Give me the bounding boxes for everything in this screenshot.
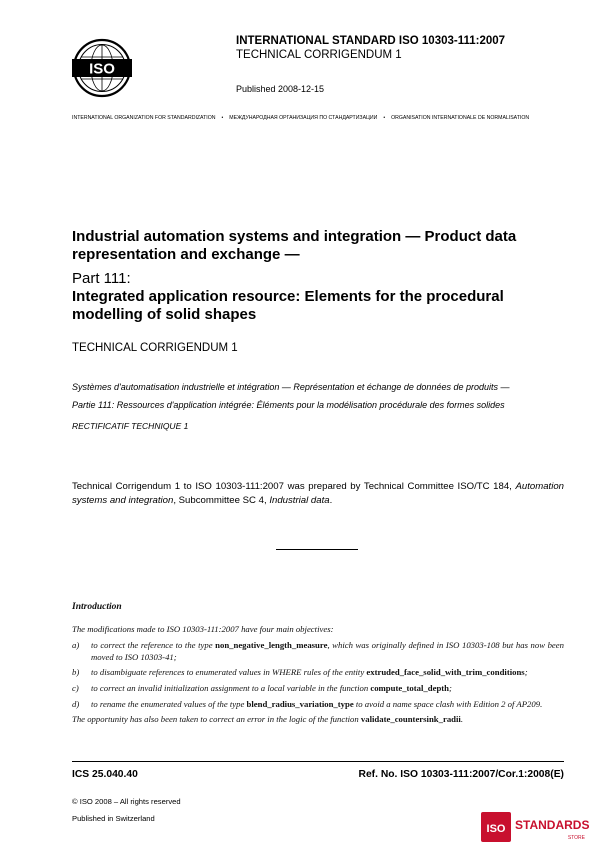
intro-heading: Introduction	[72, 602, 122, 612]
list-item: a) to correct the reference to the type non_negative_length_measure, which was originally defined in ISO 10303-108 but has now been moved to ISO 10303-41;	[72, 640, 564, 662]
part-title: Integrated application resource: Elements for the procedural modelling of solid shapes	[72, 288, 504, 323]
reference-number: Ref. No. ISO 10303-111:2007/Cor.1:2008(E)	[358, 769, 564, 780]
list-item: c) to correct an invalid initialization assignment to a local variable in the function compute_total_depth;	[72, 682, 452, 693]
introduction-section	[72, 602, 564, 726]
corrigendum-label: TECHNICAL CORRIGENDUM 1	[236, 49, 402, 61]
tc-label: TECHNICAL CORRIGENDUM 1	[72, 342, 238, 354]
intro-lead: The modifications made to ISO 10303-111:2007 have four main objectives:	[72, 623, 334, 634]
ics-code: ICS 25.040.40	[72, 769, 138, 780]
document-title: Industrial automation systems and integration — Product data representation and exchange —	[72, 228, 517, 263]
intro-closing: The opportunity has also been taken to correct an error in the logic of the function validate_countersink_radii.	[72, 714, 463, 725]
objectives-list	[72, 640, 564, 710]
svg-text:STANDARDS: STANDARDS	[515, 818, 590, 832]
org-english: INTERNATIONAL ORGANIZATION FOR STANDARDIZATION	[72, 115, 216, 121]
copyright: © ISO 2008 – All rights reserved	[72, 797, 181, 806]
preparation-statement: Technical Corrigendum 1 to ISO 10303-111:2007 was prepared by Technical Committee ISO/TC 184, Automation systems and integration, Subcommittee SC 4, Industrial data.	[72, 481, 564, 506]
svg-text:ISO: ISO	[89, 60, 115, 78]
separator-rule	[276, 549, 358, 550]
french-title-block	[72, 378, 572, 435]
standards-store-logo[interactable]	[481, 812, 593, 842]
part-label: Part 111:	[72, 270, 131, 287]
organization-line: INTERNATIONAL ORGANIZATION FOR STANDARDIZATION • МЕЖДУНАРОДНАЯ ОРГАНИЗАЦИЯ ПО СТАНДАРТИЗАЦИИ • ORGANISATION INTERNATIONALE DE NORMALISATION	[72, 115, 530, 121]
org-french: ORGANISATION INTERNATIONALE DE NORMALISATION	[391, 115, 530, 121]
published-in: Published in Switzerland	[72, 814, 155, 823]
published-date: Published 2008-12-15	[236, 84, 325, 94]
french-title: Systèmes d'automatisation industrielle et intégration — Représentation et échange de données de produits —	[72, 382, 510, 392]
standard-title: INTERNATIONAL STANDARD ISO 10303-111:2007	[236, 35, 506, 47]
french-part: Partie 111: Ressources d'application intégrée: Éléments pour la modélisation procédurale des formes solides	[72, 400, 505, 410]
svg-text:STORE: STORE	[567, 835, 585, 841]
org-russian: МЕЖДУНАРОДНАЯ ОРГАНИЗАЦИЯ ПО СТАНДАРТИЗАЦИИ	[229, 115, 378, 121]
iso-logo	[72, 38, 132, 98]
list-item: b) to disambiguate references to enumerated values in WHERE rules of the entity extruded_face_solid_with_trim_conditions;	[72, 667, 528, 678]
french-tc: RECTIFICATIF TECHNIQUE 1	[72, 421, 189, 431]
list-item: d) to rename the enumerated values of the type blend_radius_variation_type to avoid a name space clash with Edition 2 of AP209.	[72, 698, 543, 709]
footer-rule	[72, 761, 564, 762]
svg-text:ISO: ISO	[486, 823, 506, 835]
